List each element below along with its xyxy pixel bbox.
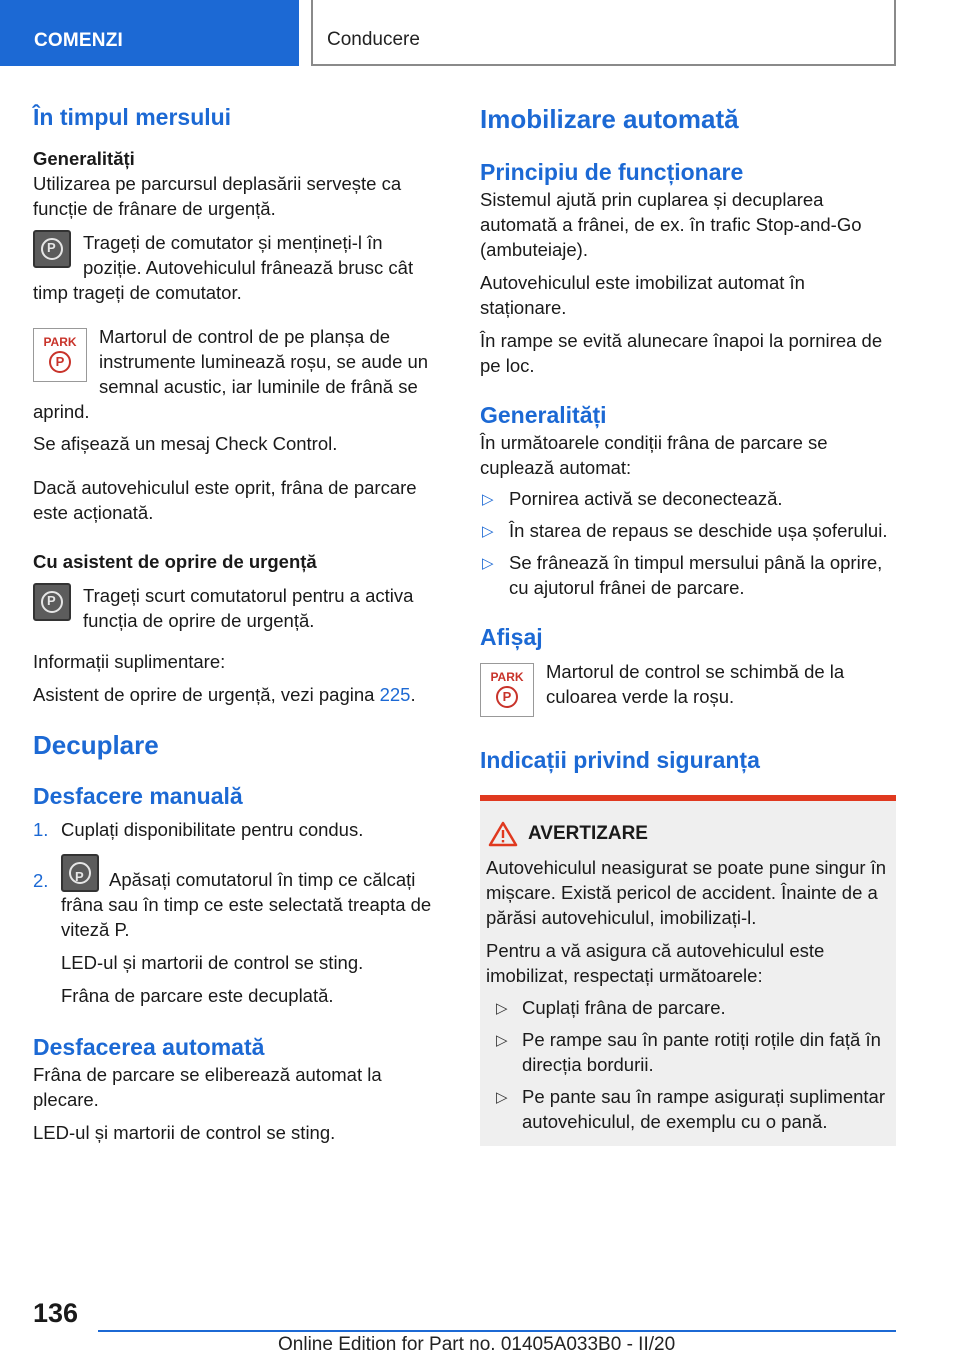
section-tab: COMENZI [0,0,299,66]
check-control-text: Se afișează un mesaj Check Control. [33,433,338,454]
triangle-bullet-icon: ▷ [482,523,494,540]
auto-release-text: Frâna de parcare se eliberează automat la plecare. [33,1064,382,1110]
right-column [480,100,896,1146]
list-item [486,1027,890,1077]
page-link[interactable]: 225 [379,684,411,705]
heading-display: Afișaj [480,624,543,650]
warning-label: AVERTIZARE [528,823,648,844]
park-indicator-icon [480,663,534,717]
warning-title [486,821,890,847]
heading-emergency-assist: Cu asistent de oprire de urgență [33,551,317,572]
assist-ref-text: Asistent de oprire de urgență, vezi pagina [33,684,380,705]
heading-manual-release: Desfacere manuală [33,783,243,809]
auto-led-text: LED-ul și martorii de control se sting. [33,1122,336,1143]
conditions-list [480,486,896,600]
release-steps [33,817,445,1008]
step-released-text: Frâna de parcare este decuplată. [61,985,334,1006]
list-item [480,486,896,511]
heading-general: Generalități [33,148,135,169]
parking-brake-switch-icon [61,854,99,892]
list-item [486,1084,890,1134]
edition-text: Online Edition for Part no. 01405A033B0 - II/20 [278,1334,676,1355]
step-led-text: LED-ul și martorii de control se sting. [61,952,364,973]
list-item-text: Pe pante sau în rampe asigurați suplimentar autovehiculul, de exemplu cu o pană. [522,1086,886,1132]
heading-automatic-release: Desfacerea automată [33,1034,265,1060]
stopped-text: Dacă autovehiculul este oprit, frâna de parcare este acționată. [33,477,417,523]
park-letter: P [496,686,518,708]
ramp-text: În rampe se evită alunecare înapoi la pornirea de pe loc. [480,330,883,376]
list-item-text: Pornirea activă se deconectează. [509,488,783,509]
parking-brake-switch-icon [33,583,71,621]
parking-brake-switch-icon [33,230,71,268]
warning-text-1: Autovehiculul neasigurat se poate pune singur în mișcare. Există pericol de accident. Înainte de a părăsi autovehiculul, imobilizați-l. [486,857,887,928]
park-label: PARK [490,670,524,684]
footer-divider [98,1330,896,1332]
assist-text: Trageți scurt comutatorul pentru a activa funcția de oprire de urgență. [83,585,414,631]
warning-list [486,995,890,1134]
list-item-text: Se frânează în timpul mersului până la oprire, cu ajutorul frânei de parcare. [509,552,883,598]
heading-general-right: Generalități [480,402,607,428]
park-label: PARK [43,335,77,349]
station-text: Autovehiculul este imobilizat automat în staționare. [480,272,805,318]
step-number: 1. [33,819,49,840]
step-text: Cuplați disponibilitate pentru condus. [61,819,364,840]
list-item-text: Pe rampe sau în pante rotiți roțile din față în direcția bordurii. [522,1029,881,1075]
warning-text-2: Pentru a vă asigura că autovehiculul este imobilizat, respectați următoarele: [486,940,825,986]
principle-text: Sistemul ajută prin cuplarea și decuplarea automată a frânei, de ex. în trafic Stop-and-Go (ambuteiaje). [480,189,862,260]
triangle-bullet-icon: ▷ [482,491,494,508]
warning-box [480,795,896,1146]
step-number: 2. [33,870,49,891]
more-info-text: Informații suplimentare: [33,651,226,672]
heading-release: Decuplare [33,730,159,760]
indicator-text: Martorul de control de pe planșa de instrumente luminează roșu, se aude un semnal acustic, iar luminile de frână se aprind. [33,326,429,422]
ref-end: . [410,684,416,705]
left-column [33,100,445,1145]
warning-triangle-icon [488,821,518,847]
page-number: 136 [33,1298,79,1328]
step-1 [33,817,445,842]
assist-reference [33,682,445,707]
park-indicator-icon [33,328,87,382]
heading-principle: Principiu de funcționare [480,159,744,185]
conditions-text: În următoarele condiții frâna de parcare se cuplează automat: [480,432,828,478]
triangle-bullet-icon: ▷ [482,555,494,572]
step-2 [33,854,445,1008]
heading-safety: Indicații privind siguranța [480,747,760,773]
list-item [480,550,896,600]
heading-auto-hold: Imobilizare automată [480,104,739,134]
triangle-bullet-icon: ▷ [496,1000,508,1017]
park-letter: P [49,351,71,373]
list-item-text: În starea de repaus se deschide ușa șoferului. [509,520,888,541]
triangle-bullet-icon: ▷ [496,1032,508,1049]
list-item [486,995,890,1020]
step-text: Apăsați comutatorul în timp ce călcați frâna sau în timp ce este selectată treapta de viteză P. [61,869,432,940]
heading-driving: În timpul mersului [33,104,232,130]
list-item [480,518,896,543]
chapter-title: Conducere [311,0,896,66]
list-item-text: Cuplați frâna de parcare. [522,997,726,1018]
general-text: Utilizarea pe parcursul deplasării servește ca funcție de frânare de urgență. [33,173,402,219]
display-text: Martorul de control se schimbă de la culoarea verde la roșu. [546,661,845,707]
pull-switch-text: Trageți de comutator și mențineți-l în poziție. Autovehiculul frânează brusc cât timp trageți de comutator. [33,232,414,303]
triangle-bullet-icon: ▷ [496,1089,508,1106]
